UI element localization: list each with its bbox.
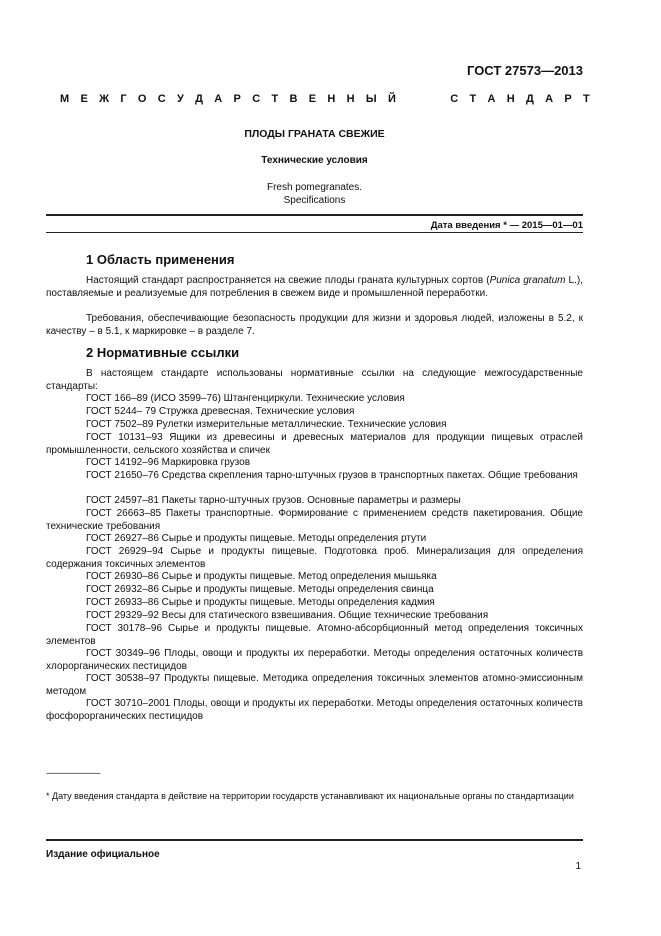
section-2-intro: В настоящем стандарте использованы нормативные ссылки на следующие межгосударственные стандарты: xyxy=(46,368,583,392)
heading-letter: Р xyxy=(564,93,572,105)
heading-letter: С xyxy=(252,93,261,105)
heading-letter: Ы xyxy=(365,93,377,105)
top-rule xyxy=(46,214,583,216)
document-subtitle: Технические условия xyxy=(261,155,368,166)
document-title: ПЛОДЫ ГРАНАТА СВЕЖИЕ xyxy=(244,128,385,140)
heading-letter xyxy=(422,93,425,105)
reference-item: ГОСТ 5244– 79 Стружка древесная. Технические условия xyxy=(86,406,355,417)
heading-letter: Т xyxy=(583,93,590,105)
english-title-line-2: Specifications xyxy=(283,195,346,206)
reference-item: ГОСТ 30178–96 Сырье и продукты пищевые. Атомно-абсорбционный метод определения токсичных элементов xyxy=(46,623,583,647)
heading-letter: Р xyxy=(233,93,241,105)
standard-type-heading xyxy=(60,93,590,105)
english-title-line-1: Fresh pomegranates. xyxy=(266,182,363,193)
reference-item: ГОСТ 14192–96 Маркировка грузов xyxy=(86,457,251,468)
english-title xyxy=(46,181,583,207)
reference-item: ГОСТ 26927–86 Сырье и продукты пищевые. Методы определения ртути xyxy=(86,533,427,544)
reference-item: ГОСТ 10131–93 Ящики из древесины и древесных материалов для продукции пищевых отраслей промышленности, сельского хозяйства и спичек xyxy=(46,432,583,456)
heading-letter: С xyxy=(157,93,166,105)
reference-item: ГОСТ 30349–96 Плоды, овощи и продукты их переработки. Методы определения остаточных количеств хлорорганических пестицидов xyxy=(46,648,583,672)
heading-letter: У xyxy=(177,93,184,105)
reference-item: ГОСТ 26933–86 Сырье и продукты пищевые. Методы определения кадмия xyxy=(86,597,435,608)
reference-item: ГОСТ 24597–81 Пакеты тарно-штучных грузов. Основные параметры и размеры xyxy=(86,495,461,506)
page-number: 1 xyxy=(575,861,581,872)
standard-code: ГОСТ 27573—2013 xyxy=(467,63,583,78)
heading-letter: А xyxy=(545,93,554,105)
heading-letter: О xyxy=(137,93,147,105)
heading-letter: Н xyxy=(346,93,355,105)
heading-letter xyxy=(436,93,439,105)
heading-letter: Д xyxy=(195,93,203,105)
edition-label: Издание официальное xyxy=(46,849,160,860)
reference-item: ГОСТ 26663–85 Пакеты транспортные. Формирование с применением средств пакетирования. Общие технические требования xyxy=(46,508,583,532)
section-1-heading: 1 Область применения xyxy=(86,252,235,267)
heading-letter: В xyxy=(289,93,298,105)
reference-item: ГОСТ 21650–76 Средства скрепления тарно-штучных грузов в транспортных пакетах. Общие требования xyxy=(86,470,578,481)
heading-letter: Ж xyxy=(99,93,110,105)
reference-item: ГОСТ 7502–89 Рулетки измерительные металлические. Технические условия xyxy=(86,419,447,430)
heading-letter: Е xyxy=(308,93,317,105)
heading-letter: Т xyxy=(271,93,279,105)
reference-item: ГОСТ 26929–94 Сырье и продукты пищевые. Подготовка проб. Минерализация для определения содержания токсичных элементов xyxy=(46,546,583,570)
reference-item: ГОСТ 30710–2001 Плоды, овощи и продукты их переработки. Методы определения остаточных количеств фосфорорганических пестицидов xyxy=(46,698,583,722)
reference-item: ГОСТ 166–89 (ИСО 3599–76) Штангенциркули. Технические условия xyxy=(86,393,405,404)
footnote: * Дату введения стандарта в действие на территории государств устанавливают их национальные органы по стандартизации xyxy=(46,791,574,801)
heading-letter: С xyxy=(450,93,459,105)
heading-letter: Н xyxy=(506,93,515,105)
heading-letter: Т xyxy=(469,93,477,105)
heading-letter: А xyxy=(487,93,496,105)
heading-letter: Г xyxy=(120,93,127,105)
reference-item: ГОСТ 29329–92 Весы для статического взвешивания. Общие технические требования xyxy=(86,610,489,621)
heading-letter: Н xyxy=(327,93,336,105)
section-1-paragraph-2: Требования, обеспечивающие безопасность продукции для жизни и здоровья людей, изложены в 5.2, к качеству – в 5.1, к маркировке – в разделе 7. xyxy=(46,313,583,337)
reference-item: ГОСТ 26932–86 Сырье и продукты пищевые. Методы определения свинца xyxy=(86,584,434,595)
reference-item: ГОСТ 26930–86 Сырье и продукты пищевые. Метод определения мышьяка xyxy=(86,571,437,582)
section-1-paragraph-1: Настоящий стандарт распространяется на свежие плоды граната культурных сортов (Punica granatum L.), поставляемые и реализуемые для потребления в свежем виде и промышленной переработки. xyxy=(46,275,584,299)
heading-letter: А xyxy=(214,93,223,105)
intro-rule xyxy=(46,232,583,233)
heading-letter: Й xyxy=(387,93,396,105)
heading-letter xyxy=(407,93,410,105)
heading-letter: Д xyxy=(526,93,534,105)
heading-letter: М xyxy=(60,93,70,105)
heading-letter: Е xyxy=(80,93,88,105)
bottom-rule xyxy=(46,839,583,841)
section-2-heading: 2 Нормативные ссылки xyxy=(86,345,240,360)
reference-item: ГОСТ 30538–97 Продукты пищевые. Методика определения токсичных элементов атомно-эмиссионным методом xyxy=(46,673,583,697)
introduction-date: Дата введения * — 2015—01—01 xyxy=(430,220,583,231)
footnote-separator: --------------------------- xyxy=(46,768,100,778)
